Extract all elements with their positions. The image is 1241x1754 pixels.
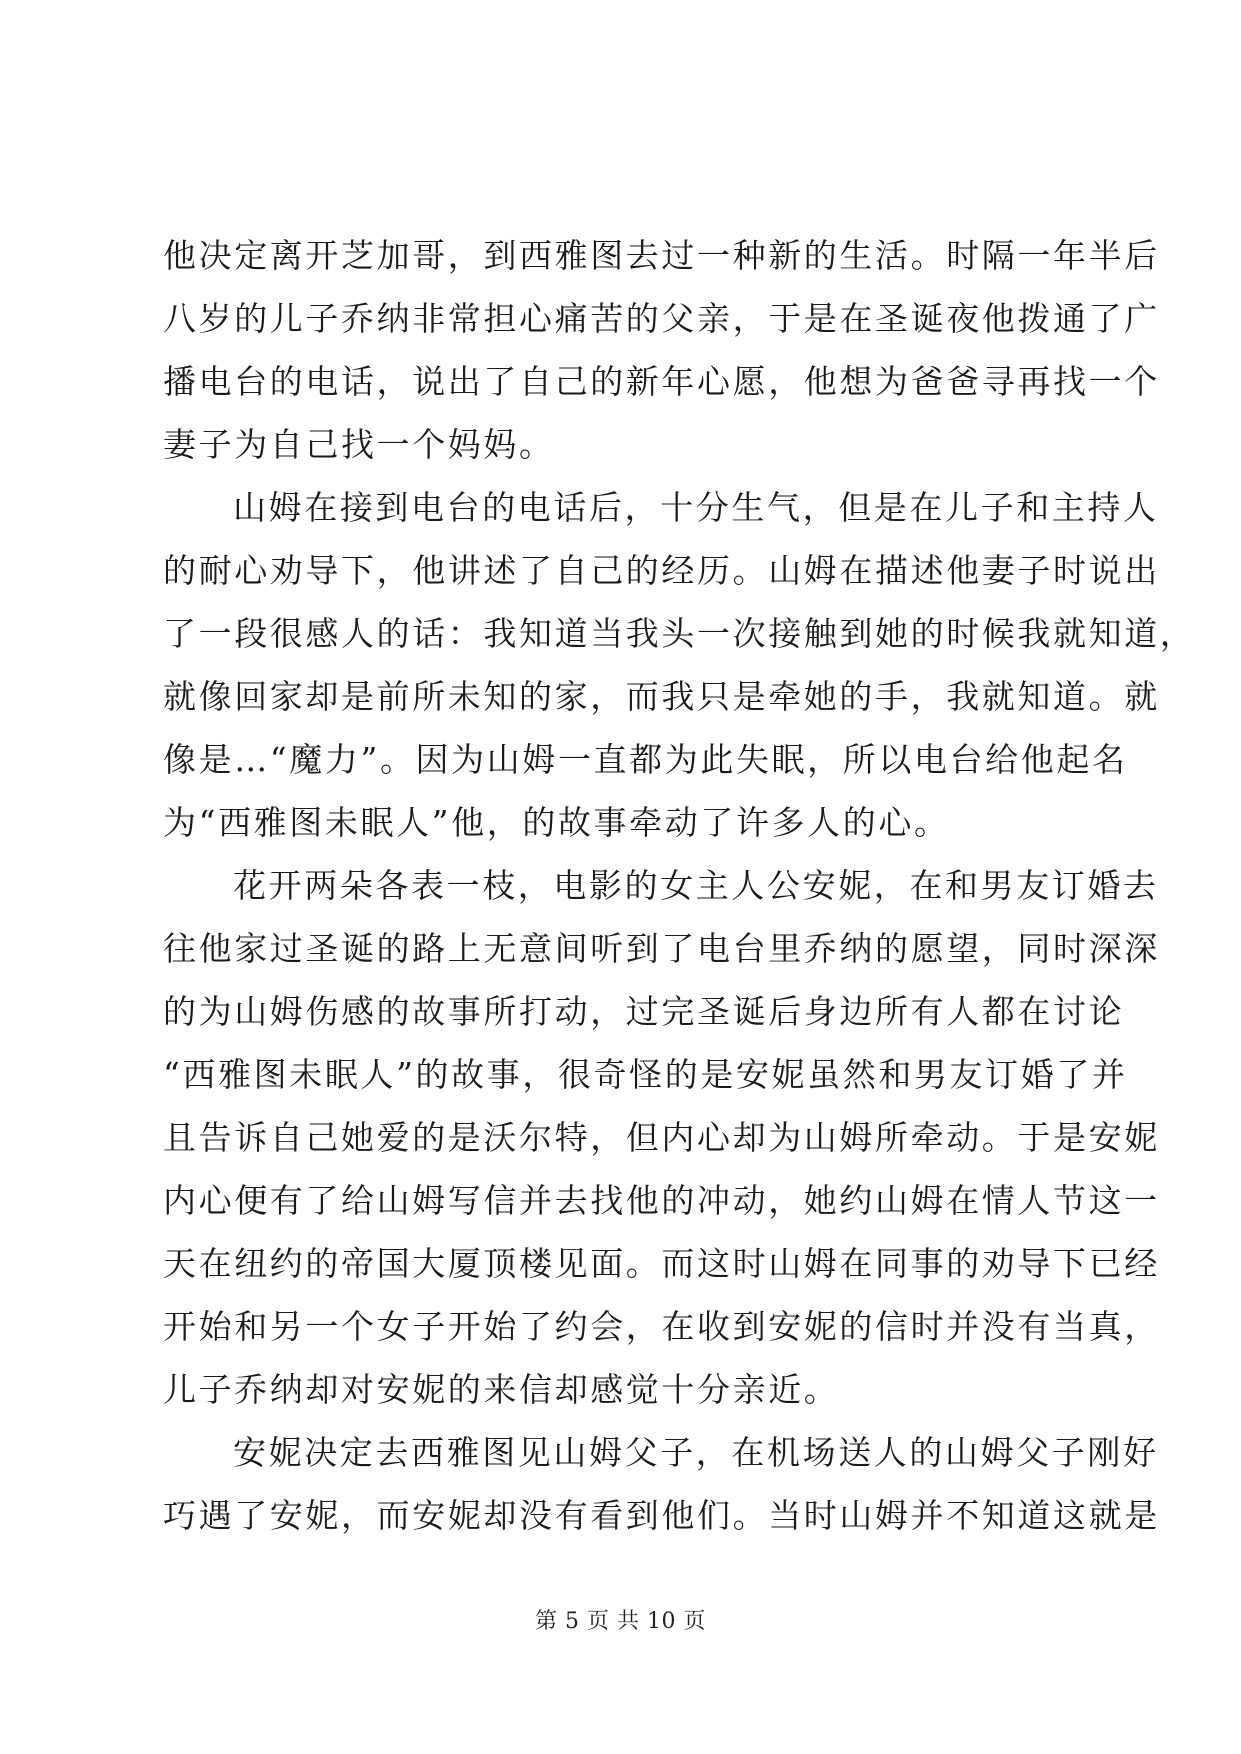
paragraph xyxy=(163,224,1160,476)
text-line: 妻子为自己找一个妈妈。 xyxy=(163,425,555,464)
text-line: 且告诉自己她爱的是沃尔特，但内心却为山姆所牵动。于是安妮 xyxy=(163,1118,1160,1157)
text-line: 八岁的儿子乔纳非常担心痛苦的父亲，于是在圣诞夜他拨通了广 xyxy=(163,299,1160,338)
text-line: 播电台的电话，说出了自己的新年心愿，他想为爸爸寻再找一个 xyxy=(163,362,1160,401)
text-line: 的耐心劝导下，他讲述了自己的经历。山姆在描述他妻子时说出 xyxy=(163,551,1160,590)
paragraph xyxy=(163,476,1196,854)
document-body xyxy=(163,224,1196,1547)
text-line: 花开两朵各表一枝，电影的女主人公安妮，在和男友订婚去 xyxy=(233,866,1159,905)
text-line: 他决定离开芝加哥，到西雅图去过一种新的生活。时隔一年半后 xyxy=(163,236,1160,275)
text-line: 山姆在接到电台的电话后，十分生气，但是在儿子和主持人 xyxy=(233,488,1159,527)
paragraph xyxy=(163,1421,1160,1547)
text-line: 往他家过圣诞的路上无意间听到了电台里乔纳的愿望，同时深深 xyxy=(163,929,1160,968)
text-line: 的为山姆伤感的故事所打动，过完圣诞后身边所有人都在讨论 xyxy=(163,992,1125,1031)
text-line: 为“西雅图未眠人”他，的故事牵动了许多人的心。 xyxy=(163,803,950,842)
text-line: 内心便有了给山姆写信并去找他的冲动，她约山姆在情人节这一 xyxy=(163,1181,1160,1220)
paragraph xyxy=(163,854,1160,1421)
text-line: 就像回家却是前所未知的家，而我只是牵她的手，我就知道。就 xyxy=(163,677,1160,716)
text-line: 了一段很感人的话：我知道当我头一次接触到她的时候我就知道， xyxy=(163,614,1196,653)
text-line: 天在纽约的帝国大厦顶楼见面。而这时山姆在同事的劝导下已经 xyxy=(163,1244,1160,1283)
text-line: “西雅图未眠人”的故事，很奇怪的是安妮虽然和男友订婚了并 xyxy=(163,1055,1128,1094)
page-number-footer: 第 5 页 共 10 页 xyxy=(535,1609,706,1634)
text-line: 巧遇了安妮，而安妮却没有看到他们。当时山姆并不知道这就是 xyxy=(163,1496,1160,1535)
text-line: 开始和另一个女子开始了约会，在收到安妮的信时并没有当真， xyxy=(163,1307,1160,1346)
text-line: 安妮决定去西雅图见山姆父子，在机场送人的山姆父子刚好 xyxy=(233,1433,1159,1472)
text-line: 儿子乔纳却对安妮的来信却感觉十分亲近。 xyxy=(163,1370,840,1409)
text-line: 像是…“魔力”。因为山姆一直都为此失眠，所以电台给他起名 xyxy=(163,740,1128,779)
